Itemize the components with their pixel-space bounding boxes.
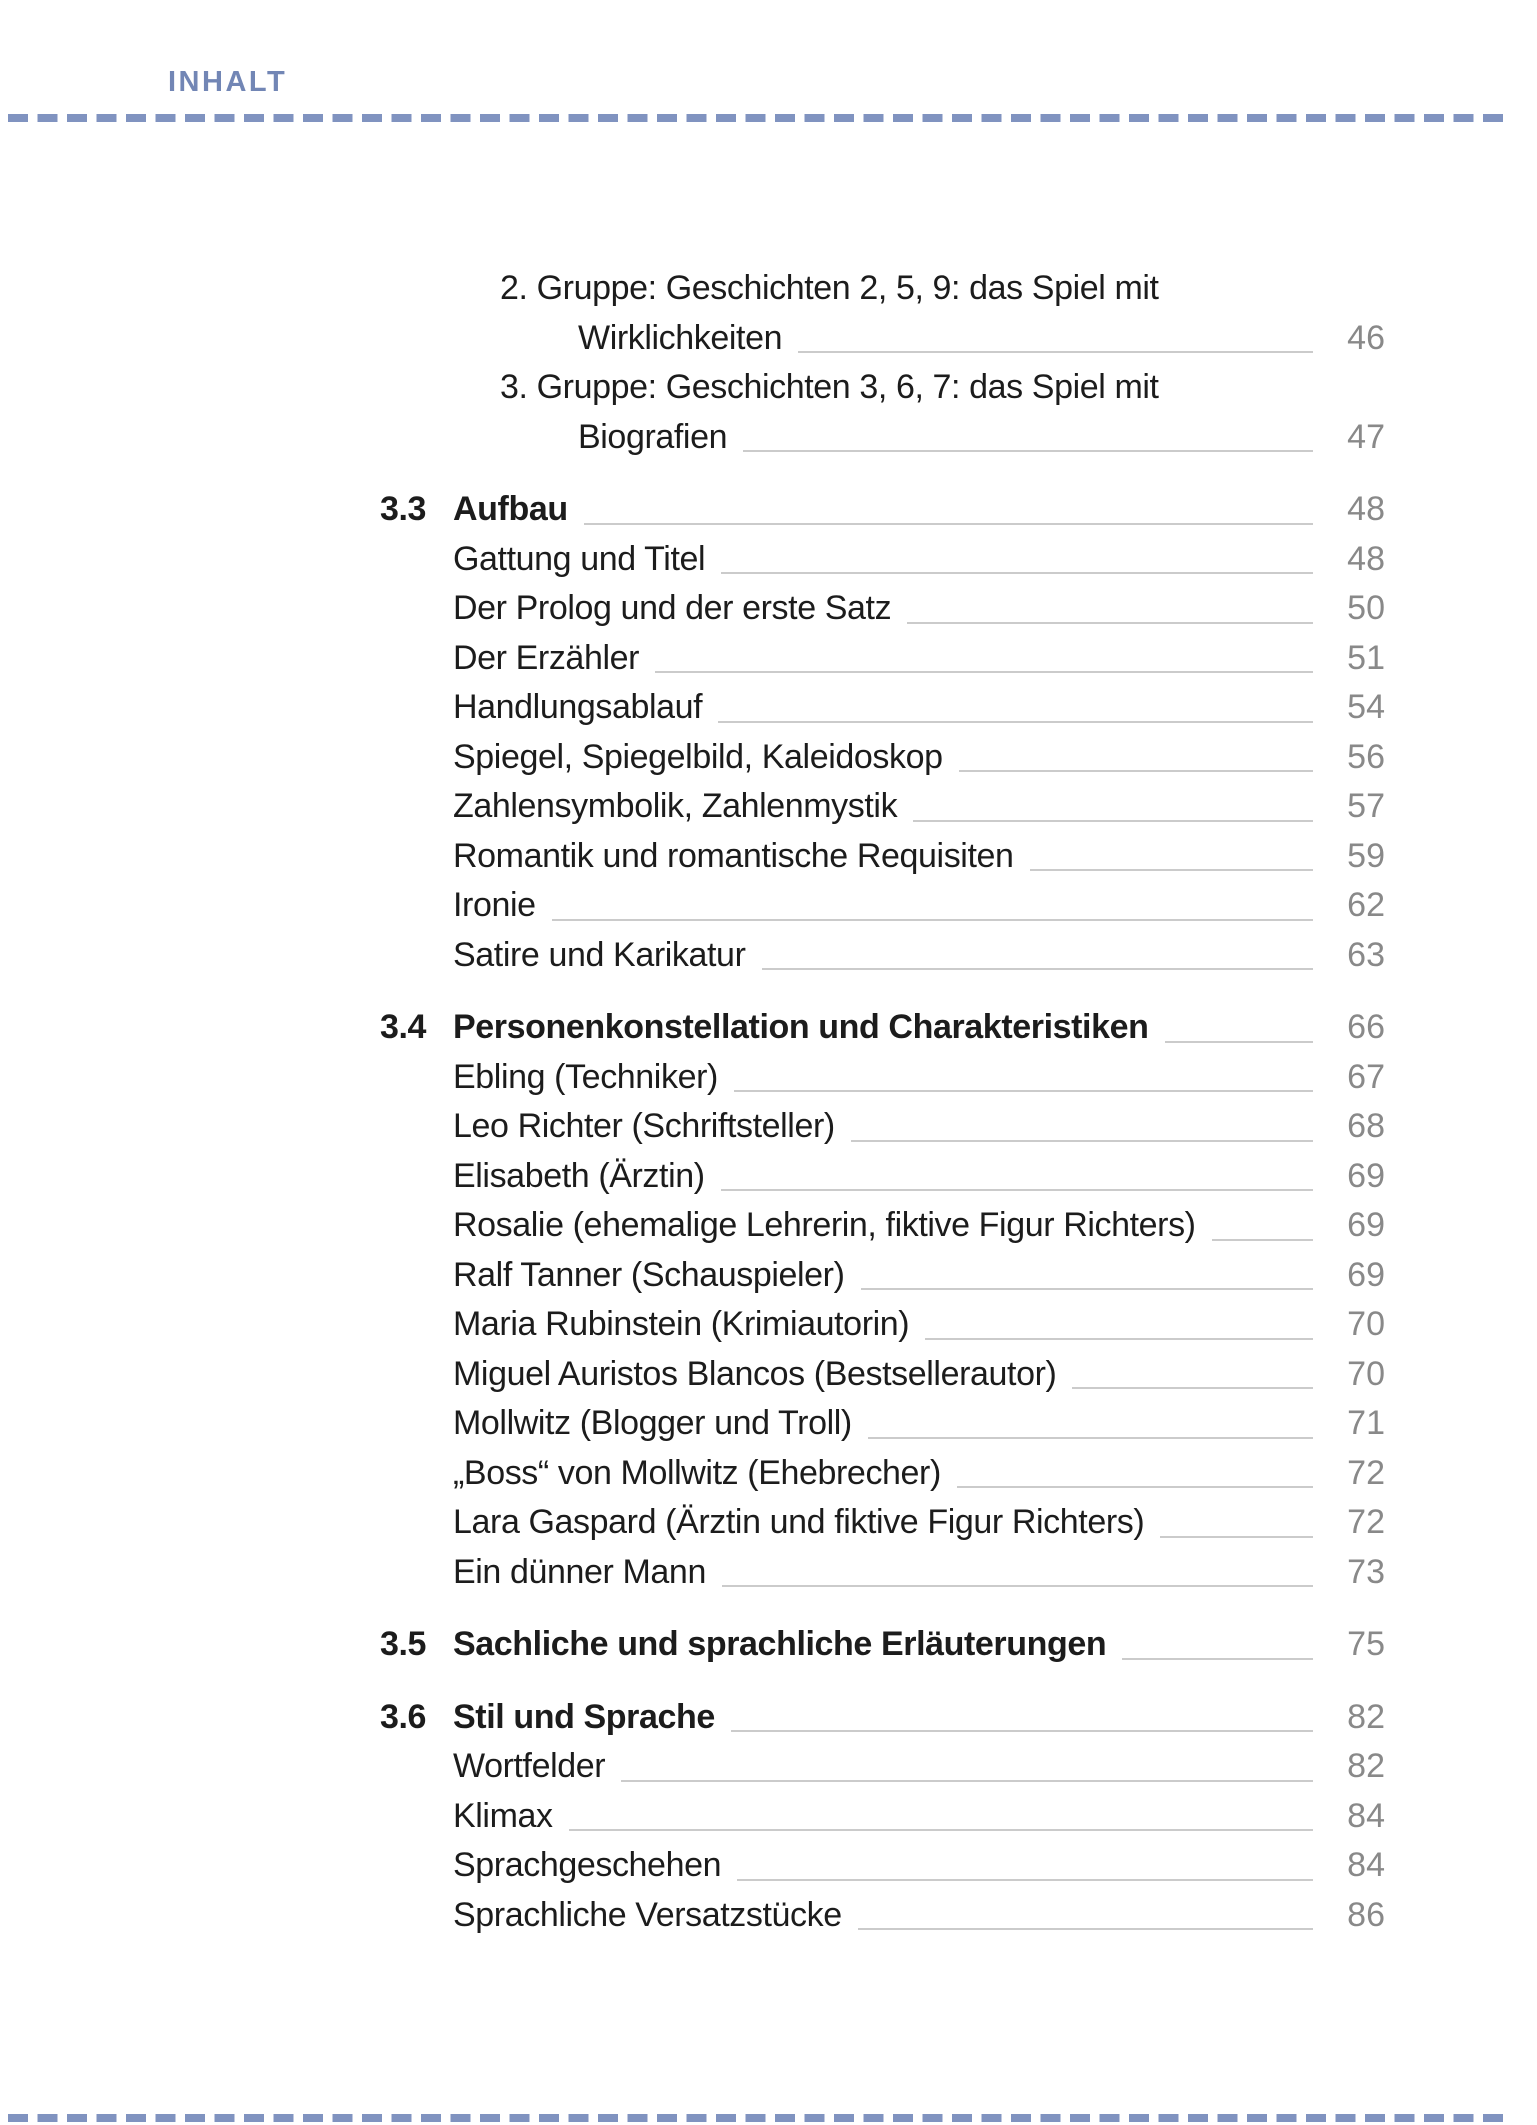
leader-line [655,671,1313,673]
toc-entry-row [500,363,1385,462]
toc-entry-line1: 3. Gruppe: Geschichten 3, 6, 7: das Spiel mit [500,368,1159,406]
toc-entry-row [453,1251,1385,1301]
toc-entry-row [453,535,1385,585]
toc-list [0,264,1385,1940]
page-number: 56 [1347,737,1385,776]
toc-section-number: 3.6 [380,1697,427,1736]
toc-entry-label: Zahlensymbolik, Zahlenmystik [453,787,898,825]
leader-line [1165,1041,1314,1043]
toc-entry-label: Rosalie (ehemalige Lehrerin, fiktive Figur Richters) [453,1206,1196,1244]
toc-entry-label: Ebling (Techniker) [453,1057,718,1096]
leader-line [1212,1239,1313,1241]
page-number: 63 [1347,935,1385,974]
page-number: 82 [1347,1747,1385,1785]
leader-line [569,1829,1313,1831]
toc-entry-row [453,1102,1385,1152]
toc-entry-label: Lara Gaspard (Ärztin und fiktive Figur Richters) [453,1503,1145,1541]
page-number: 59 [1347,836,1385,875]
leader-line [1072,1387,1313,1389]
toc-entry-label: Stil und Sprache [453,1697,715,1736]
page-number: 84 [1347,1796,1385,1835]
toc-entry-label: Der Prolog und der erste Satz [453,589,892,627]
leader-line [913,820,1313,822]
toc-entry-label: Wortfelder [453,1747,606,1785]
leader-line [907,622,1313,624]
leader-line [762,968,1314,970]
page-number: 48 [1347,490,1385,528]
page-number: 48 [1347,539,1385,578]
leader-line [718,721,1313,723]
toc-entry-row [453,1201,1385,1251]
toc-section-number: 3.3 [380,490,427,528]
leader-line [621,1780,1313,1782]
page-number: 70 [1347,1354,1385,1393]
toc-entry-label: Maria Rubinstein (Krimiautorin) [453,1305,910,1343]
toc-entry-row [453,1742,1385,1792]
toc-entry-label: Handlungsablauf [453,688,703,726]
page-number: 46 [1347,318,1385,357]
page-number: 68 [1347,1107,1385,1145]
toc-entry-row [453,782,1385,832]
toc-entry-label: Wirklichkeiten [578,318,783,357]
toc-entry-label: Aufbau [453,490,568,528]
page-number: 57 [1347,787,1385,825]
page-number: 71 [1347,1404,1385,1442]
leader-line [1160,1536,1313,1538]
toc-entry-label: Sachliche und sprachliche Erläuterungen [453,1625,1107,1663]
toc-entry-row [453,634,1385,684]
toc-section-row [380,1693,1385,1743]
page-number: 69 [1347,1156,1385,1195]
toc-entry-row [453,1449,1385,1499]
leader-line [1030,869,1313,871]
toc-entry-label: Ein dünner Mann [453,1552,706,1591]
page-number: 47 [1347,417,1385,456]
leader-line [868,1437,1313,1439]
toc-entry-row [453,881,1385,931]
page-number: 86 [1347,1895,1385,1934]
page-number: 69 [1347,1206,1385,1244]
toc-entry-row [453,1891,1385,1941]
toc-entry-label: Der Erzähler [453,638,640,677]
leader-line [959,770,1313,772]
leader-line [1122,1658,1313,1660]
leader-line [743,450,1313,452]
toc-entry-line1: 2. Gruppe: Geschichten 2, 5, 9: das Spiel mit [500,269,1159,307]
page-number: 72 [1347,1503,1385,1541]
page-number: 84 [1347,1846,1385,1884]
toc-entry-label: Ironie [453,886,536,924]
toc-entry-label: Klimax [453,1796,553,1835]
toc-entry-row [453,1792,1385,1842]
toc-entry-label: Leo Richter (Schriftsteller) [453,1107,835,1145]
toc-entry-row [500,264,1385,363]
toc-entry-line2 [578,314,1385,364]
toc-entry-label: Satire und Karikatur [453,935,746,974]
toc-entry-label: Mollwitz (Blogger und Troll) [453,1404,852,1442]
page-number: 69 [1347,1255,1385,1294]
toc-section-number: 3.4 [380,1008,427,1046]
leader-line [722,1585,1313,1587]
page-number: 66 [1347,1008,1385,1046]
toc-entry-row [453,1350,1385,1400]
toc-entry-label: Sprachgeschehen [453,1846,722,1884]
page-number: 54 [1347,688,1385,726]
toc-section-row [380,485,1385,535]
toc-entry-label: Romantik und romantische Requisiten [453,836,1014,875]
leader-line [858,1928,1313,1930]
page-number: 50 [1347,589,1385,627]
toc-entry-label: Personenkonstellation und Charakteristiken [453,1008,1149,1046]
toc-entry-label: Ralf Tanner (Schauspieler) [453,1255,845,1294]
page-title: INHALT [168,66,288,98]
leader-line [925,1338,1313,1340]
toc-entry-row [453,1152,1385,1202]
toc-section-row [380,1003,1385,1053]
toc-entry-row [453,1053,1385,1103]
toc-entry-row [453,832,1385,882]
toc-entry-label: Miguel Auristos Blancos (Bestsellerautor) [453,1354,1057,1393]
toc-entry-row [453,931,1385,981]
page-number: 72 [1347,1453,1385,1492]
toc-entry-label: „Boss“ von Mollwitz (Ehebrecher) [453,1453,941,1492]
leader-line [798,351,1313,353]
toc-entry-row [453,1498,1385,1548]
leader-line [957,1486,1313,1488]
toc-entry-line2 [578,413,1385,463]
toc-section-number: 3.5 [380,1625,427,1663]
toc-entry-row [453,584,1385,634]
toc-entry-label: Sprachliche Versatzstücke [453,1895,842,1934]
page-number: 67 [1347,1057,1385,1096]
leader-line [731,1730,1313,1732]
toc-entry-row [453,1841,1385,1891]
toc-entry-row [453,1300,1385,1350]
toc-entry-label: Spiegel, Spiegelbild, Kaleidoskop [453,737,943,776]
toc-section-row [380,1620,1385,1670]
page-number: 62 [1347,886,1385,924]
toc-entry-row [453,1399,1385,1449]
dashed-rule-bottom [8,2114,1512,2122]
toc-entry-label: Gattung und Titel [453,539,706,578]
toc-entry-row [453,733,1385,783]
leader-line [737,1879,1313,1881]
toc-entry-row [453,683,1385,733]
leader-line [851,1140,1313,1142]
toc-entry-row [453,1548,1385,1598]
leader-line [861,1288,1313,1290]
leader-line [734,1090,1313,1092]
leader-line [584,523,1313,525]
page-number: 73 [1347,1552,1385,1591]
leader-line [721,1189,1313,1191]
dashed-rule-top [8,114,1512,122]
page-number: 75 [1347,1625,1385,1663]
page-number: 82 [1347,1697,1385,1736]
page-number: 70 [1347,1305,1385,1343]
leader-line [552,919,1313,921]
page-number: 51 [1347,638,1385,677]
leader-line [721,572,1313,574]
toc-entry-label: Biografien [578,417,728,456]
toc-entry-label: Elisabeth (Ärztin) [453,1156,705,1195]
